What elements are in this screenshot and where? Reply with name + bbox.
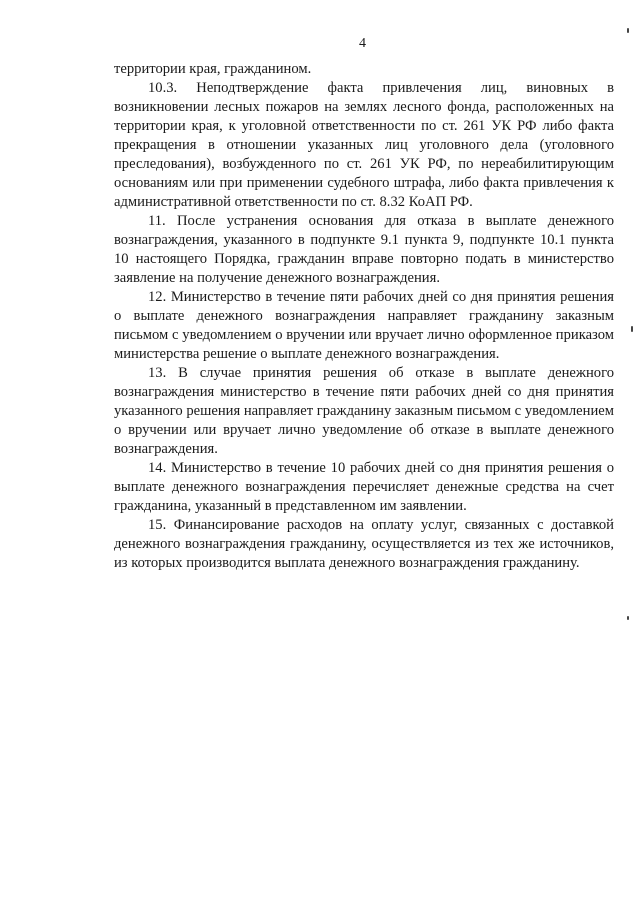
paragraph-10-3: 10.3. Неподтверждение факта привлечения лиц, виновных в возникновении лесных пожаров на землях лесного фонда, расположенных на территории края, к уголовной ответственности по ст. 261 УК РФ либо факта прекращения в отношении указанных лиц уголовного дела (уголовного преследования), возбужденного по ст. 261 УК РФ, по нереабилитирующим основаниям или при применении судебного штрафа, либо факта привлечения к административной ответственности по ст. 8.32 КоАП РФ. [114,80,614,210]
document-body [114,60,614,573]
paragraph-12: 12. Министерство в течение пяти рабочих дней со дня принятия решения о выплате денежного вознаграждения направляет гражданину заказным письмом с уведомлением о вручении или вручает лично оформленное приказом министерства решение о выплате денежного вознаграждения. [114,289,614,362]
paragraph-continuation: территории края, гражданином. [114,61,312,77]
paragraph-13: 13. В случае принятия решения об отказе в выплате денежного вознаграждения министерство в течение пяти рабочих дней со дня принятия указанного решения направляет гражданину заказным письмом с уведомлением о вручении или вручает лично уведомление об отказе в выплате денежного вознаграждения. [114,365,614,457]
paragraph-11: 11. После устранения основания для отказа в выплате денежного вознаграждения, указанного в подпункте 9.1 пункта 9, подпункте 10.1 пункта 10 настоящего Порядка, гражданин вправе повторно подать в министерство заявление на получение денежного вознаграждения. [114,213,614,286]
scan-speck [631,326,633,332]
scan-speck [627,28,629,33]
page-number: 4 [359,36,366,51]
scan-speck [627,616,629,620]
paragraph-14: 14. Министерство в течение 10 рабочих дней со дня принятия решения о выплате денежного вознаграждения перечисляет денежные средства на счет гражданина, указанный в представленном им заявлении. [114,460,614,514]
paragraph-15: 15. Финансирование расходов на оплату услуг, связанных с доставкой денежного вознаграждения гражданину, осуществляется из тех же источников, из которых производится выплата денежного вознаграждения гражданину. [114,517,614,571]
